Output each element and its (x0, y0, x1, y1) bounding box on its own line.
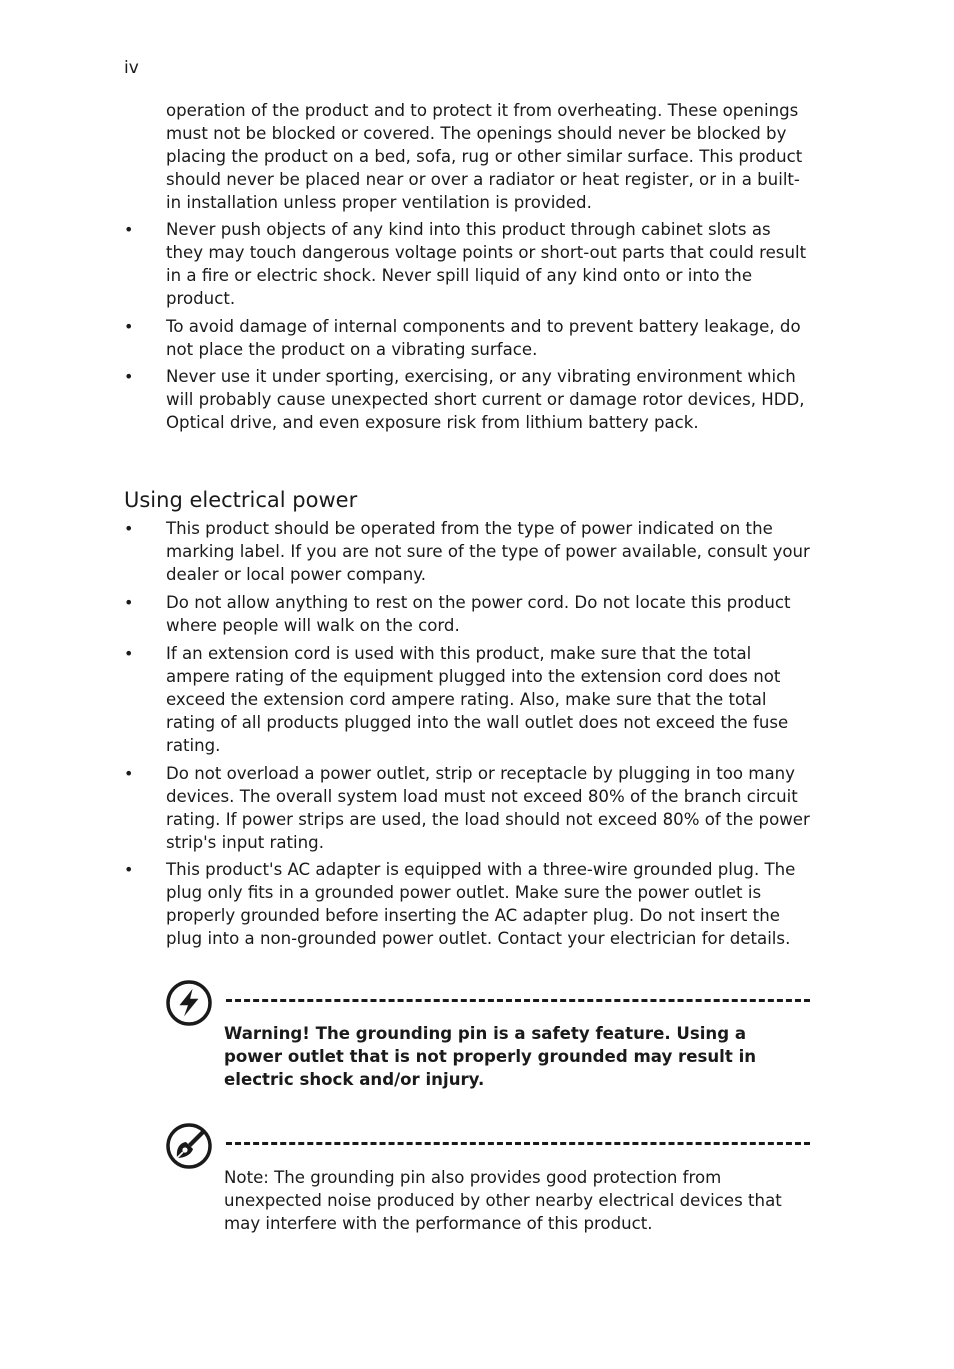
note-label: Note: (224, 1168, 269, 1187)
bullet-marker: • (124, 220, 134, 239)
list-item: This product's AC adapter is equipped with a three-wire grounded plug. The plug only fits in a grounded power outlet. Make sure the power outlet is properly grounded before inserting the AC adapter plug. Do not insert the plug into a non-grounded power outlet. Contact your electrician for details. (166, 860, 796, 949)
note-pen-icon (164, 1121, 214, 1171)
page-number: iv (124, 58, 139, 78)
bullet-marker: • (124, 317, 134, 336)
bullet-marker: • (124, 764, 134, 783)
list-item: Never use it under sporting, exercising, or any vibrating environment which will probably cause unexpected short current or damage rotor devices, HDD, Optical drive, and even exposure risk from lithium battery pack. (166, 367, 805, 433)
note-body: The grounding pin also provides good protection from unexpected noise produced by other nearby electrical devices that may interfere with the performance of this product. (224, 1168, 782, 1234)
warning-lightning-icon (164, 978, 214, 1028)
bullet-marker: • (124, 593, 134, 612)
note-divider (226, 1142, 810, 1145)
note-text (224, 1166, 804, 1235)
bullet-marker: • (124, 860, 134, 879)
list-item: Never push objects of any kind into this product through cabinet slots as they may touch dangerous voltage points or short-out parts that could result in a fire or electric shock. Never spill liquid of any kind onto or into the product. (166, 220, 807, 309)
warning-text: Warning! The grounding pin is a safety feature. Using a power outlet that is not properly grounded may result in electric shock and/or injury. (224, 1024, 757, 1090)
bullet-marker: • (124, 519, 134, 538)
list-item: Do not allow anything to rest on the power cord. Do not locate this product where people will walk on the cord. (166, 593, 791, 636)
intro-paragraph: operation of the product and to protect it from overheating. These openings must not be blocked or covered. The openings should never be blocked by placing the product on a bed, sofa, rug or other similar surface. This product should never be placed near or over a radiator or heat register, or in a built-in installation unless proper ventilation is provided. (166, 101, 803, 213)
list-item: To avoid damage of internal components and to prevent battery leakage, do not place the product on a vibrating surface. (166, 317, 801, 360)
bullet-marker: • (124, 644, 134, 663)
section-heading: Using electrical power (124, 488, 358, 512)
list-item: Do not overload a power outlet, strip or receptacle by plugging in too many devices. The overall system load must not exceed 80% of the branch circuit rating. If power strips are used, the load should not exceed 80% of the power strip's input rating. (166, 764, 810, 853)
list-item: If an extension cord is used with this product, make sure that the total ampere rating of the equipment plugged into the extension cord does not exceed the extension cord ampere rating. Also, make sure that the total rating of all products plugged into the wall outlet does not exceed the fuse rating. (166, 644, 789, 756)
warning-divider (226, 999, 810, 1002)
list-item: This product should be operated from the type of power indicated on the marking label. If you are not sure of the type of power available, consult your dealer or local power company. (166, 519, 810, 585)
bullet-marker: • (124, 367, 134, 386)
